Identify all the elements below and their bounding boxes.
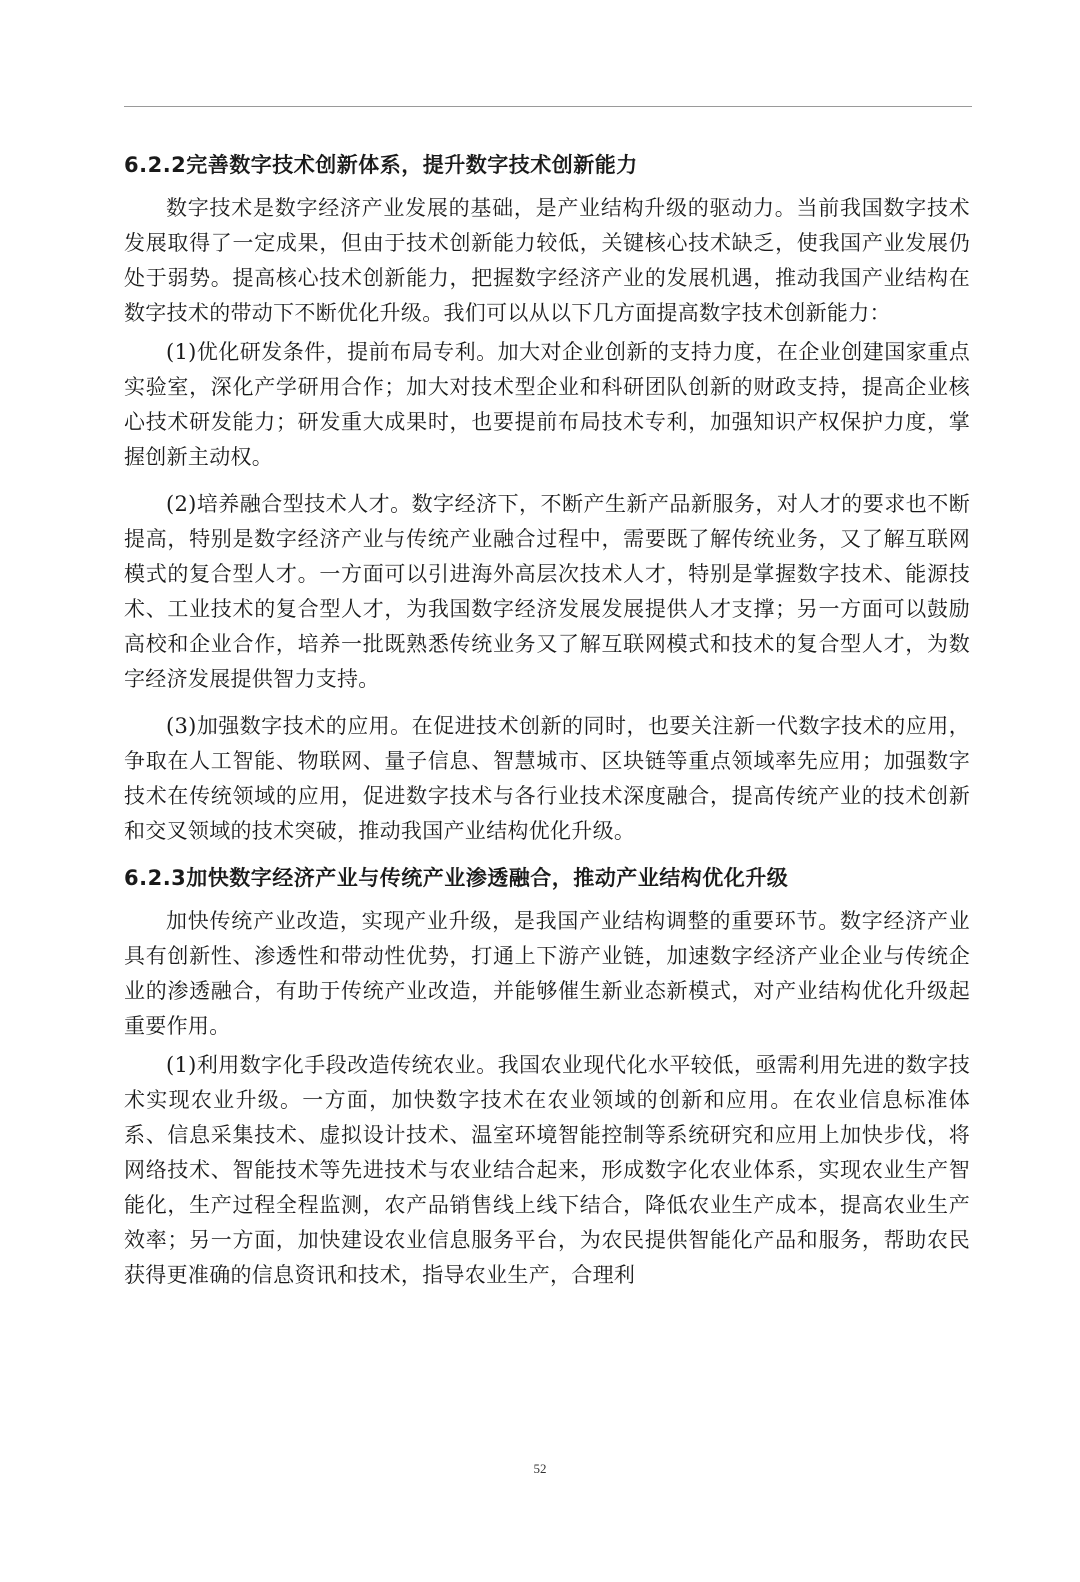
section-heading-6-2-2: 6.2.2完善数字技术创新体系，提升数字技术创新能力 xyxy=(124,153,638,177)
paragraph-item-3: (3)加强数字技术的应用。在促进技术创新的同时，也要关注新一代数字技术的应用，争取在人工智能、物联网、量子信息、智慧城市、区块链等重点领域率先应用；加强数字技术在传统领域的应用，促进数字技术与各行业技术深度融合，提高传统产业的技术创新和交叉领域的技术突破，推动我国产业结构优化升级。 xyxy=(124,714,970,843)
document-body xyxy=(124,148,970,1305)
header-rule xyxy=(124,106,972,107)
paragraph-item-1: (1)优化研发条件，提前布局专利。加大对企业创新的支持力度，在企业创建国家重点实验室，深化产学研用合作；加大对技术型企业和科研团队创新的财政支持，提高企业核心技术研发能力；研发重大成果时，也要提前布局技术专利，加强知识产权保护力度，掌握创新主动权。 xyxy=(124,340,970,469)
page-number: 52 xyxy=(533,1461,547,1476)
paragraph-intro-6-2-3: 加快传统产业改造，实现产业升级，是我国产业结构调整的重要环节。数字经济产业具有创新性、渗透性和带动性优势，打通上下游产业链，加速数字经济产业企业与传统企业的渗透融合，有助于传统产业改造，并能够催生新业态新模式，对产业结构优化升级起重要作用。 xyxy=(124,909,970,1038)
paragraph-item-2: (2)培养融合型技术人才。数字经济下，不断产生新产品新服务，对人才的要求也不断提高，特别是数字经济产业与传统产业融合过程中，需要既了解传统业务，又了解互联网模式的复合型人才。一方面可以引进海外高层次技术人才，特别是掌握数字技术、能源技术、工业技术的复合型人才，为我国数字经济发展发展提供人才支撑；另一方面可以鼓励高校和企业合作，培养一批既熟悉传统业务又了解互联网模式和技术的复合型人才，为数字经济发展提供智力支持。 xyxy=(124,492,970,691)
section-heading-6-2-3: 6.2.3加快数字经济产业与传统产业渗透融合，推动产业结构优化升级 xyxy=(124,866,789,890)
paragraph-intro-6-2-2: 数字技术是数字经济产业发展的基础，是产业结构升级的驱动力。当前我国数字技术发展取得了一定成果，但由于技术创新能力较低，关键核心技术缺乏，使我国产业发展仍处于弱势。提高核心技术创新能力，把握数字经济产业的发展机遇，推动我国产业结构在数字技术的带动下不断优化升级。我们可以从以下几方面提高数字技术创新能力： xyxy=(124,196,970,325)
paragraph-item-1-agriculture: (1)利用数字化手段改造传统农业。我国农业现代化水平较低，亟需利用先进的数字技术实现农业升级。一方面，加快数字技术在农业领域的创新和应用。在农业信息标准体系、信息采集技术、虚拟设计技术、温室环境智能控制等系统研究和应用上加快步伐，将网络技术、智能技术等先进技术与农业结合起来，形成数字化农业体系，实现农业生产智能化，生产过程全程监测，农产品销售线上线下结合，降低农业生产成本，提高农业生产效率；另一方面，加快建设农业信息服务平台，为农民提供智能化产品和服务，帮助农民获得更准确的信息资讯和技术，指导农业生产，合理利 xyxy=(124,1053,970,1287)
